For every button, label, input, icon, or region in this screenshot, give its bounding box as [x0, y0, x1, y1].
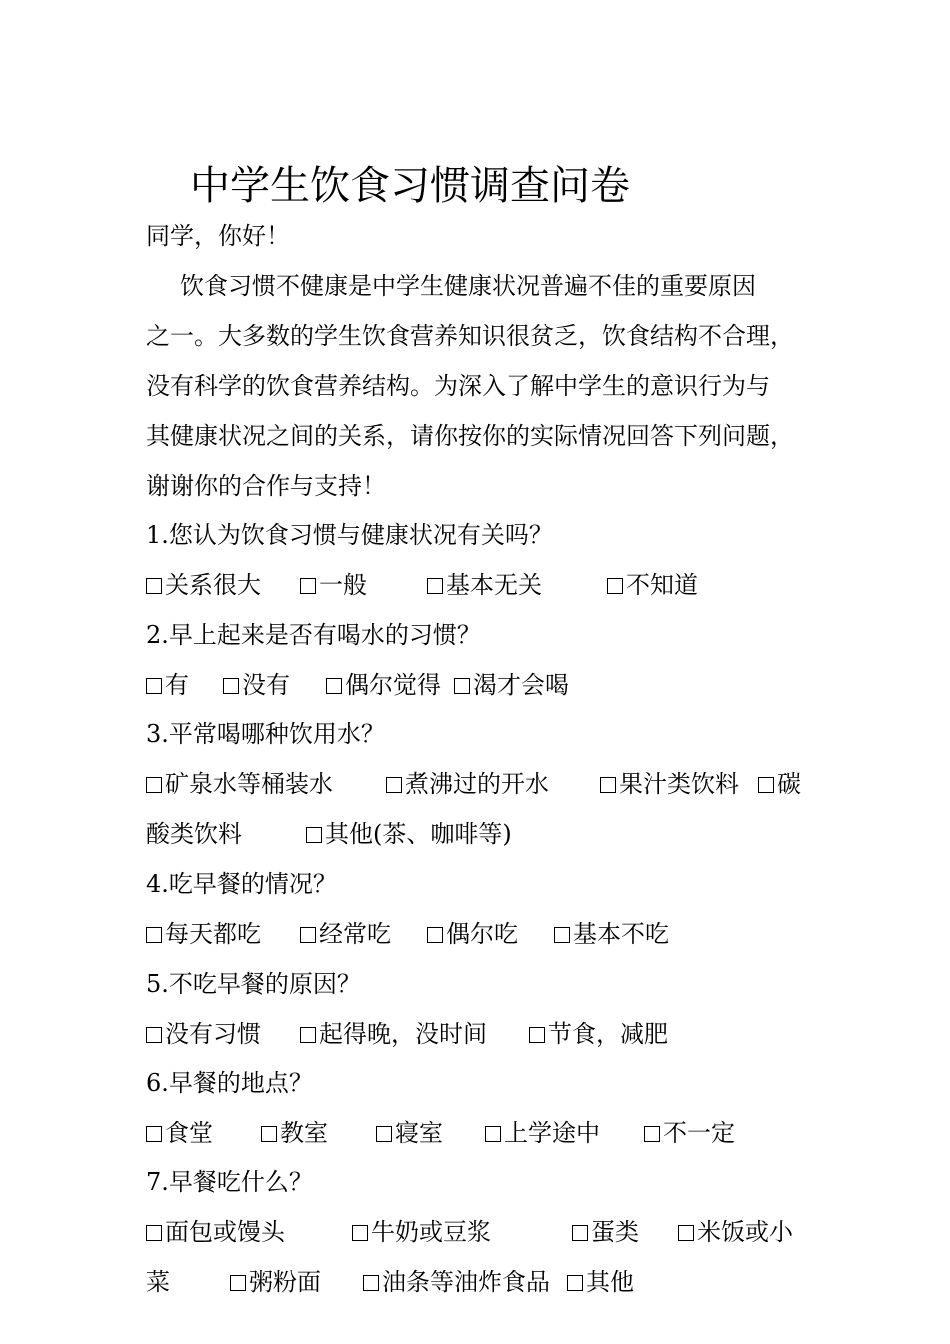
checkbox-icon[interactable]	[454, 678, 470, 694]
option[interactable]: 牛奶或豆浆	[352, 1214, 491, 1250]
checkbox-icon[interactable]	[146, 578, 162, 594]
checkbox-icon[interactable]	[600, 777, 616, 793]
checkbox-icon[interactable]	[485, 1126, 501, 1142]
option[interactable]: 教室	[261, 1115, 328, 1151]
checkbox-icon[interactable]	[146, 1126, 162, 1142]
option[interactable]: 每天都吃	[146, 916, 261, 952]
option[interactable]: 偶尔吃	[427, 916, 518, 952]
option[interactable]: 关系很大	[146, 567, 261, 603]
greeting: 同学，你好！	[146, 222, 290, 250]
checkbox-icon[interactable]	[146, 927, 162, 943]
question-3: 3.平常喝哪种饮用水？	[146, 720, 385, 748]
question-6: 6.早餐的地点？	[146, 1069, 313, 1097]
intro-line: 谢谢你的合作与支持！	[146, 472, 386, 500]
option[interactable]: 不知道	[607, 567, 698, 603]
option[interactable]: 其他	[567, 1264, 634, 1300]
intro-line: 饮食习惯不健康是中学生健康状况普遍不佳的重要原因	[180, 272, 756, 300]
intro-line: 之一。大多数的学生饮食营养知识很贫乏，饮食结构不合理，	[146, 322, 794, 350]
checkbox-icon[interactable]	[146, 777, 162, 793]
checkbox-icon[interactable]	[758, 777, 774, 793]
intro-line: 其健康状况之间的关系，请你按你的实际情况回答下列问题，	[146, 422, 794, 450]
checkbox-icon[interactable]	[529, 1027, 545, 1043]
checkbox-icon[interactable]	[146, 1225, 162, 1241]
option[interactable]: 果汁类饮料	[600, 766, 739, 802]
question-5: 5.不吃早餐的原因？	[146, 970, 361, 998]
option[interactable]: 没有习惯	[146, 1016, 261, 1052]
checkbox-icon[interactable]	[352, 1225, 368, 1241]
checkbox-icon[interactable]	[261, 1126, 277, 1142]
checkbox-icon[interactable]	[300, 1027, 316, 1043]
checkbox-icon[interactable]	[300, 578, 316, 594]
checkbox-icon[interactable]	[300, 927, 316, 943]
checkbox-icon[interactable]	[363, 1275, 379, 1291]
checkbox-icon[interactable]	[427, 927, 443, 943]
checkbox-icon[interactable]	[427, 578, 443, 594]
option[interactable]: 寝室	[376, 1115, 443, 1151]
checkbox-icon[interactable]	[223, 678, 239, 694]
option[interactable]: 其他(茶、咖啡等)	[306, 816, 512, 852]
checkbox-icon[interactable]	[572, 1225, 588, 1241]
checkbox-icon[interactable]	[376, 1126, 392, 1142]
option[interactable]: 起得晚，没时间	[300, 1016, 487, 1052]
option[interactable]: 上学途中	[485, 1115, 600, 1151]
intro-line: 没有科学的饮食营养结构。为深入了解中学生的意识行为与	[146, 372, 770, 400]
question-1: 1.您认为饮食习惯与健康状况有关吗？	[146, 521, 553, 549]
option[interactable]: 矿泉水等桶装水	[146, 766, 333, 802]
option[interactable]: 煮沸过的开水	[386, 766, 549, 802]
option-text: 菜	[146, 1268, 170, 1296]
option[interactable]: 没有	[223, 667, 290, 703]
option[interactable]: 碳	[758, 766, 801, 802]
option[interactable]: 粥粉面	[230, 1264, 321, 1300]
option[interactable]: 一般	[300, 567, 367, 603]
option[interactable]: 经常吃	[300, 916, 391, 952]
question-7: 7.早餐吃什么？	[146, 1168, 313, 1196]
question-2: 2.早上起来是否有喝水的习惯？	[146, 621, 481, 649]
checkbox-icon[interactable]	[306, 827, 322, 843]
checkbox-icon[interactable]	[678, 1225, 694, 1241]
option[interactable]: 蛋类	[572, 1214, 639, 1250]
option[interactable]: 不一定	[644, 1115, 735, 1151]
checkbox-icon[interactable]	[230, 1275, 246, 1291]
option[interactable]: 食堂	[146, 1115, 213, 1151]
option-text: 酸类饮料	[146, 820, 242, 848]
option[interactable]: 偶尔觉得	[326, 667, 441, 703]
option[interactable]: 有	[146, 667, 189, 703]
checkbox-icon[interactable]	[146, 1027, 162, 1043]
checkbox-icon[interactable]	[644, 1126, 660, 1142]
question-4: 4.吃早餐的情况？	[146, 870, 337, 898]
option[interactable]: 基本不吃	[554, 916, 669, 952]
option[interactable]: 基本无关	[427, 567, 542, 603]
option[interactable]: 油条等油炸食品	[363, 1264, 550, 1300]
option[interactable]: 节食，减肥	[529, 1016, 668, 1052]
page-title: 中学生饮食习惯调查问卷	[190, 163, 630, 209]
option[interactable]: 面包或馒头	[146, 1214, 285, 1250]
option[interactable]: 米饭或小	[678, 1214, 793, 1250]
option[interactable]: 渴才会喝	[454, 667, 569, 703]
checkbox-icon[interactable]	[386, 777, 402, 793]
checkbox-icon[interactable]	[607, 578, 623, 594]
checkbox-icon[interactable]	[554, 927, 570, 943]
checkbox-icon[interactable]	[146, 678, 162, 694]
checkbox-icon[interactable]	[567, 1275, 583, 1291]
checkbox-icon[interactable]	[326, 678, 342, 694]
